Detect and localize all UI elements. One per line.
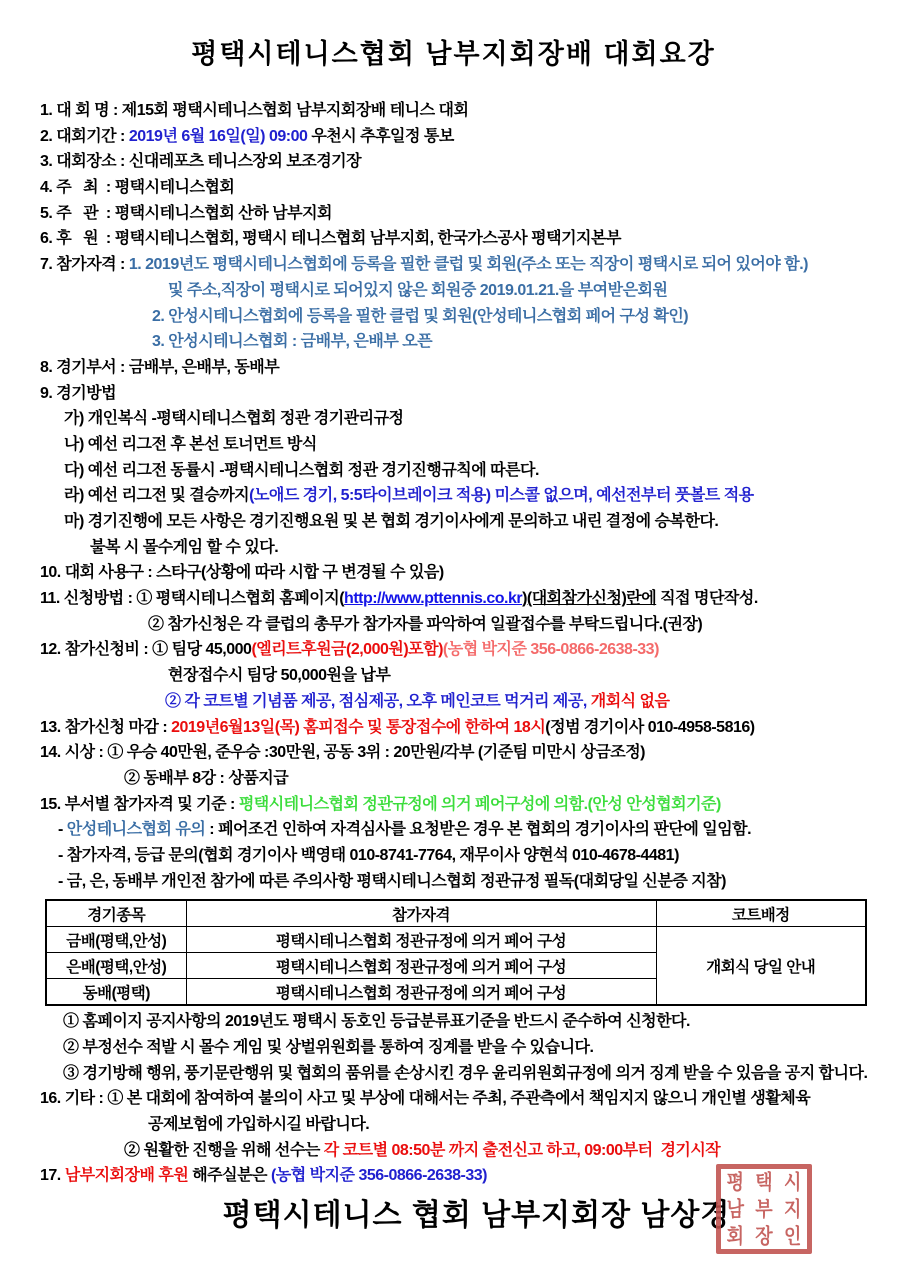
text-segment: 6. 후 원 : 평택시테니스협회, 평택시 테니스협회 남부지회, 한국가스공사 평택기지본부 [40, 230, 621, 248]
text-segment: 14. 시상 : ① 우승 40만원, 준우승 :30만원, 공동 3위 : 20만원/각부 (기준팀 미만시 상금조정) [40, 744, 646, 762]
text-segment: - 참가자격, 등급 문의(협회 경기이사 백영태 010-8741-7764, 재무이사 양현석 010-4678-4481) [58, 846, 679, 864]
text-segment: 4. 주 최 : 평택시테니스협회 [40, 179, 235, 197]
doc-line [152, 329, 907, 355]
text-segment: ② 원활한 진행을 위해 선수는 [124, 1141, 324, 1159]
seal-character: 회 [726, 1224, 745, 1248]
text-segment: 15. 부서별 참가자격 및 기준 : [40, 795, 239, 813]
doc-line [58, 817, 907, 843]
qualification-cell: 평택시테니스협회 정관규정에 의거 페어 구성 [186, 953, 656, 979]
text-segment: 불복 시 몰수게임 할 수 있다. [90, 538, 279, 556]
text-segment: 안성테니스협회 유의 [66, 821, 206, 839]
table-header-row [46, 900, 866, 927]
doc-line [40, 740, 907, 766]
doc-line [165, 689, 907, 715]
text-segment: (농협 박지준 356-0866-2638-33) [442, 641, 659, 659]
col-header-event: 경기종목 [46, 900, 186, 927]
doc-line [152, 304, 907, 330]
text-segment: 1. 2019년도 평택시테니스협회에 등록을 필한 클럽 및 회원(주소 또는 직장이 평택시로 되어 있어야 함.) [128, 256, 809, 274]
text-segment: 라) 예선 리그전 및 결승까지 [64, 487, 250, 505]
doc-line [40, 381, 907, 407]
court-note-cell: 개회식 당일 안내 [656, 927, 866, 1006]
event-cell: 은배(평택,안성) [46, 953, 186, 979]
signature-line: 평택시테니스 협회 남부지회장 남상경 [222, 1199, 731, 1233]
doc-line [40, 98, 907, 124]
website-link[interactable]: http://www.pttennis.co.kr [344, 590, 523, 608]
text-segment: 11. 신청방법 : ① 평택시테니스협회 홈페이지( [40, 590, 345, 608]
text-segment: 현장접수시 팀당 50,000원을 납부 [168, 667, 391, 685]
text-segment: 8. 경기부서 : 금배부, 은배부, 동배부 [40, 358, 280, 376]
doc-line [64, 458, 907, 484]
text-segment: 9. 경기방법 [40, 384, 117, 402]
text-segment: 12. 참가신청비 : ① 팀당 45,000 [40, 641, 252, 659]
doc-line [148, 1112, 907, 1138]
text-segment: 2019년6월13일(목) 홈피접수 및 통장접수에 한하여 18시 [171, 718, 546, 736]
text-segment: )(대회참가신청)란에 [522, 590, 657, 608]
doc-line [64, 509, 907, 535]
text-segment: 16. 기타 : ① 본 대회에 참여하여 불의이 사고 및 부상에 대해서는 주최, 주관측에서 책임지지 않으니 개인별 생활체육 [40, 1090, 811, 1108]
seal-character: 인 [783, 1224, 802, 1248]
text-segment: 해주실분은 [188, 1167, 271, 1185]
doc-line [40, 560, 907, 586]
text-segment: 다) 예선 리그전 동률시 -평택시테니스협회 정관 경기진행규칙에 따른다. [64, 461, 539, 479]
text-segment: 2. 대회기간 : [40, 127, 129, 145]
qualification-cell: 평택시테니스협회 정관규정에 의거 페어 구성 [186, 979, 656, 1006]
text-segment: (엘리트후원금(2,000원)포함) [251, 641, 443, 659]
doc-line [58, 869, 907, 895]
doc-line [64, 432, 907, 458]
doc-line [40, 637, 907, 663]
text-segment: 3. 대회장소 : 신대레포츠 테니스장외 보조경기장 [40, 153, 362, 171]
text-segment: 각 코트별 08:50분 까지 출전신고 하고, 09:00부터 경기시작 [323, 1141, 721, 1159]
doc-line [64, 406, 907, 432]
doc-line [168, 663, 907, 689]
event-cell: 금배(평택,안성) [46, 927, 186, 953]
doc-line [168, 278, 907, 304]
text-segment: - 금, 은, 동배부 개인전 참가에 따른 주의사항 평택시테니스협회 정관규정 필독(대회당일 신분증 지참) [58, 872, 726, 890]
text-segment: : 페어조건 인하여 자격심사를 요청받은 경우 본 협회의 경기이사의 판단에 일임함. [205, 821, 752, 839]
text-segment: ③ 경기방해 행위, 풍기문란행위 및 협회의 품위를 손상시킨 경우 윤리위원회규정에 의거 징계 받을 수 있음을 공지 합니다. [63, 1064, 868, 1082]
doc-line [58, 843, 907, 869]
text-segment: ① 홈페이지 공지사항의 2019년도 평택시 동호인 등급분류표기준을 반드시 준수하여 신청한다. [63, 1013, 690, 1031]
text-segment: 7. 참가자격 : [40, 256, 129, 274]
text-segment: 평택시테니스협회 정관규정에 의거 페어구성에 의함.(안성 안성협회기준) [238, 795, 721, 813]
text-segment: 2. 안성시테니스협회에 등록을 필한 클럽 및 회원(안성테니스협회 페어 구성 확인) [152, 307, 689, 325]
text-segment: 직접 명단작성. [656, 590, 758, 608]
page-title: 평택시테니스협회 남부지회장배 대회요강 [191, 39, 716, 69]
doc-line [40, 201, 907, 227]
doc-line [63, 1061, 907, 1087]
event-table [45, 899, 867, 1006]
doc-line [63, 1035, 907, 1061]
seal-character: 시 [783, 1170, 802, 1194]
event-cell: 동배(평택) [46, 979, 186, 1006]
doc-body-top [0, 98, 907, 894]
table-row [46, 927, 866, 953]
col-header-qualification: 참가자격 [186, 900, 656, 927]
doc-line [40, 1086, 907, 1112]
seal-stamp [716, 1164, 812, 1254]
col-header-court: 코트배정 [656, 900, 866, 927]
doc-line [124, 1138, 907, 1164]
text-segment: 남부지회장배 후원 [64, 1167, 189, 1185]
text-segment: 개회식 없음 [590, 692, 670, 710]
text-segment: (정범 경기이사 010-4958-5816) [545, 718, 755, 736]
seal-character: 평 [726, 1170, 745, 1194]
text-segment: (농협 박지준 356-0866-2638-33) [270, 1167, 487, 1185]
doc-line [40, 226, 907, 252]
doc-line [148, 612, 907, 638]
text-segment: 5. 주 관 : 평택시테니스협회 산하 남부지회 [40, 204, 332, 222]
seal-character: 지 [783, 1197, 802, 1221]
seal-character: 택 [755, 1170, 773, 1194]
doc-line [40, 715, 907, 741]
text-segment: ② 동배부 8강 : 상품지급 [124, 769, 289, 787]
seal-character: 장 [755, 1224, 773, 1248]
doc-line [40, 586, 907, 612]
text-segment: 우천시 추후일정 통보 [307, 127, 454, 145]
text-segment: 13. 참가신청 마감 : [40, 718, 172, 736]
doc-line [40, 355, 907, 381]
text-segment: 17. [40, 1167, 65, 1185]
text-segment: 및 주소,직장이 평택시로 되어있지 않은 회원중 2019.01.21.을 부여받은회원 [168, 281, 668, 299]
text-segment: 나) 예선 리그전 후 본선 토너먼트 방식 [64, 435, 317, 453]
text-segment: ② 부정선수 적발 시 몰수 게임 및 상벌위원회를 통하여 징계를 받을 수 있습니다. [63, 1039, 594, 1056]
text-segment: 2019년 6월 16일(일) 09:00 [128, 127, 308, 145]
doc-line [64, 483, 907, 509]
doc-line [63, 1009, 907, 1035]
doc-body-bottom [0, 1009, 907, 1189]
doc-line [40, 175, 907, 201]
text-segment: 10. 대회 사용구 : 스타구(상황에 따라 시합 구 변경될 수 있음) [40, 564, 444, 582]
doc-line [40, 792, 907, 818]
text-segment: 마) 경기진행에 모든 사항은 경기진행요원 및 본 협회 경기이사에게 문의하고 내린 결정에 승복한다. [64, 513, 719, 530]
doc-line [40, 149, 907, 175]
qualification-cell: 평택시테니스협회 정관규정에 의거 페어 구성 [186, 927, 656, 953]
text-segment: 공제보험에 가입하시길 바랍니다. [148, 1116, 370, 1134]
text-segment: 3. 안성시테니스협회 : 금배부, 은배부 오픈 [152, 333, 433, 351]
doc-line [40, 252, 907, 278]
doc-line [124, 766, 907, 792]
seal-character: 남 [726, 1197, 745, 1221]
text-segment: (노애드 경기, 5:5타이브레이크 적용) 미스콜 없으며, 예선전부터 풋볼트 적용 [249, 487, 754, 505]
text-segment: ② 각 코트별 기념품 제공, 점심제공, 오후 메인코트 먹거리 제공, [165, 692, 591, 710]
text-segment: ② 참가신청은 각 클럽의 총무가 참가자를 파악하여 일괄접수를 부탁드립니다.(권장) [148, 615, 703, 633]
text-segment: - [58, 821, 67, 839]
text-segment: 1. 대 회 명 : 제15회 평택시테니스협회 남부지회장배 테니스 대회 [40, 102, 469, 119]
doc-line [40, 124, 907, 150]
text-segment: 가) 개인복식 -평택시테니스협회 정관 경기관리규정 [64, 410, 404, 428]
seal-character: 부 [755, 1197, 773, 1221]
doc-line [90, 535, 907, 561]
